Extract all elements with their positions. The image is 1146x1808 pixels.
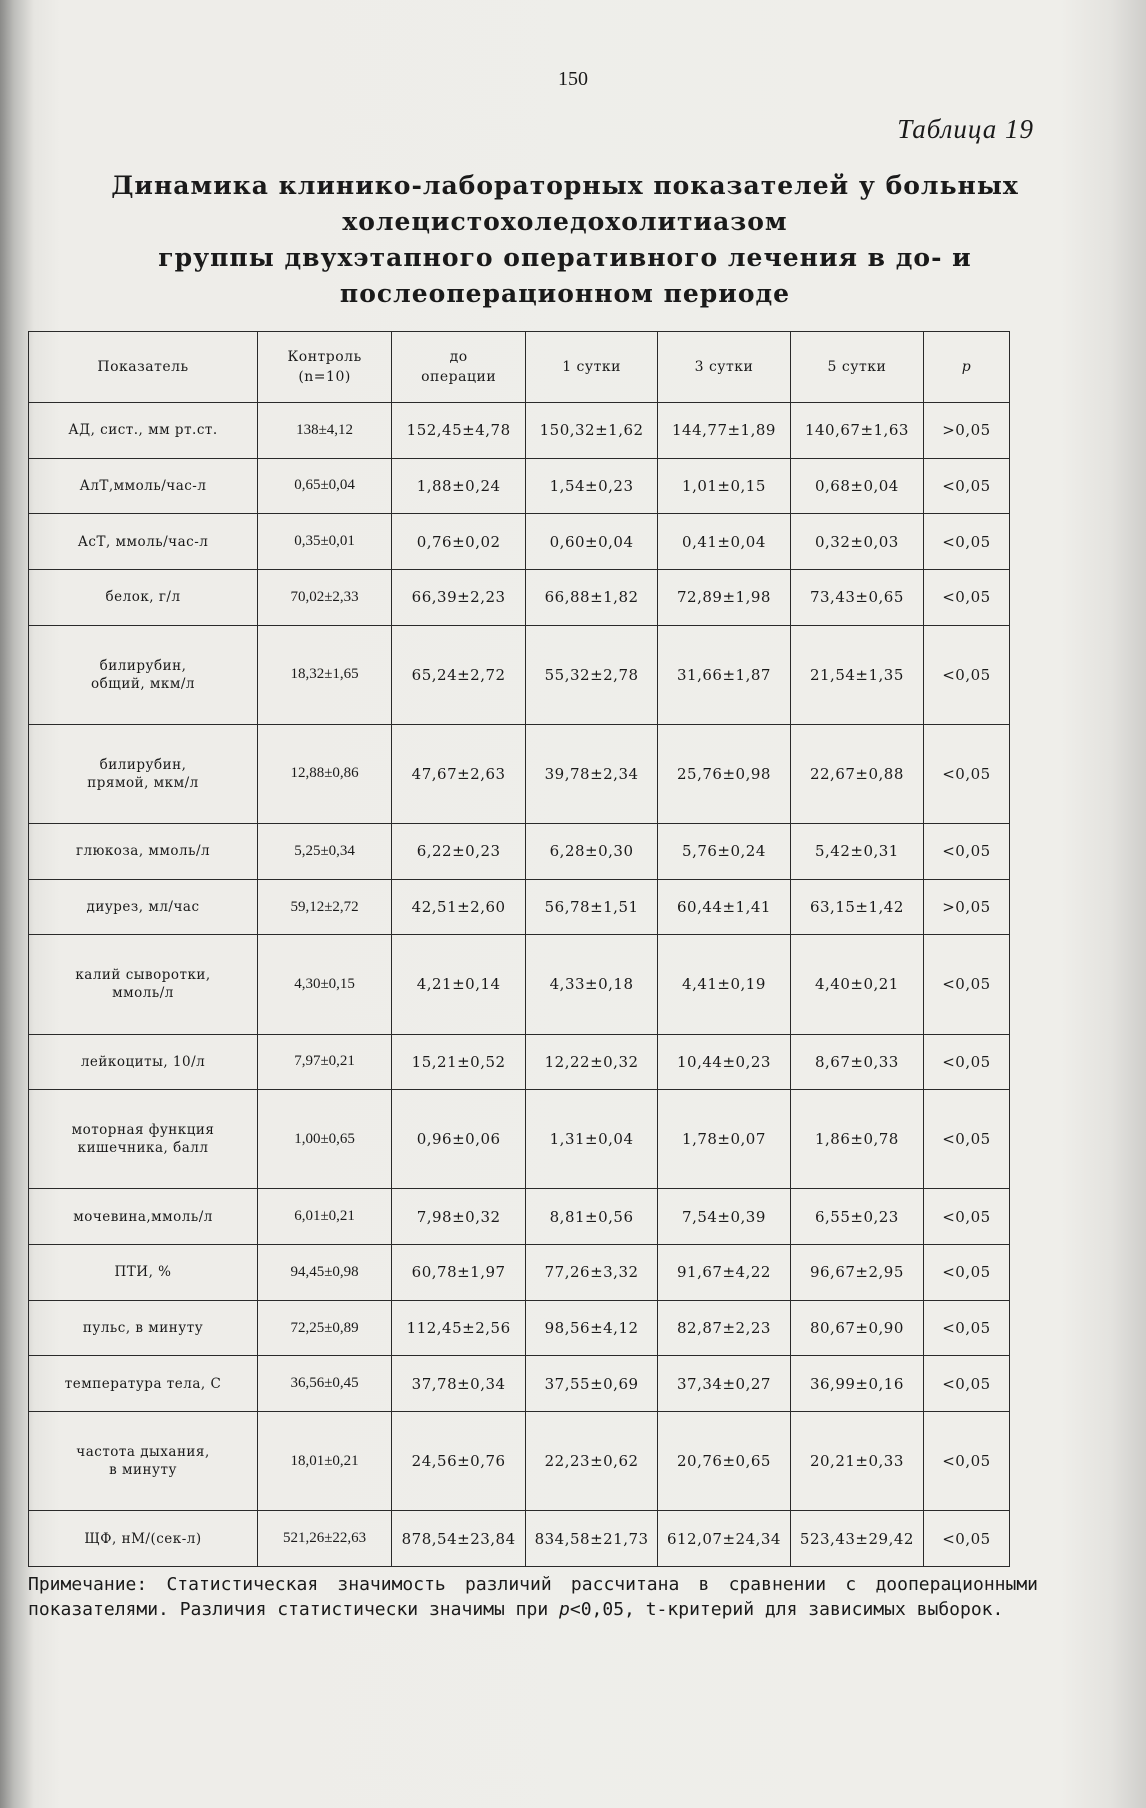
- cell-control: 12,88±0,86: [258, 724, 392, 823]
- indicator-line: АсТ, ммоль/час-л: [77, 533, 209, 550]
- cell-control: 59,12±2,72: [258, 879, 392, 935]
- cell-day1: 66,88±1,82: [526, 569, 658, 625]
- cell-day3: 37,34±0,27: [658, 1356, 791, 1412]
- table-row: [29, 1356, 1010, 1412]
- cell-before: 24,56±0,76: [392, 1412, 526, 1511]
- cell-control: 4,30±0,15: [258, 935, 392, 1034]
- cell-control: 7,97±0,21: [258, 1034, 392, 1090]
- indicator-line: температура тела, С: [64, 1375, 222, 1392]
- cell-day3: 4,41±0,19: [658, 935, 791, 1034]
- data-table: [28, 331, 1010, 1567]
- cell-day5: 1,86±0,78: [790, 1090, 923, 1189]
- indicator-line: глюкоза, ммоль/л: [75, 843, 211, 860]
- cell-indicator: [29, 625, 258, 724]
- cell-before: 0,96±0,06: [392, 1090, 526, 1189]
- cell-day1: 1,54±0,23: [526, 458, 658, 514]
- cell-day1: 6,28±0,30: [526, 824, 658, 880]
- indicator-line: лейкоциты, 10/л: [80, 1053, 206, 1070]
- cell-day1: 12,22±0,32: [526, 1034, 658, 1090]
- cell-before: 152,45±4,78: [392, 403, 526, 459]
- indicator-line: прямой, мкм/л: [87, 774, 199, 791]
- table-row: [29, 935, 1010, 1034]
- indicator-line: белок, г/л: [105, 589, 181, 606]
- cell-control: 5,25±0,34: [258, 824, 392, 880]
- cell-p: <0,05: [923, 1300, 1009, 1356]
- cell-indicator: [29, 1090, 258, 1189]
- table-row: [29, 1090, 1010, 1189]
- cell-p: <0,05: [923, 625, 1009, 724]
- header-before-line: операции: [421, 369, 497, 385]
- indicator-line: ммоль/л: [112, 985, 174, 1002]
- table-header-row: [29, 332, 1010, 403]
- cell-p: <0,05: [923, 1090, 1009, 1189]
- cell-day5: 0,32±0,03: [790, 514, 923, 570]
- cell-indicator: [29, 879, 258, 935]
- cell-day1: 150,32±1,62: [526, 403, 658, 459]
- cell-before: 6,22±0,23: [392, 824, 526, 880]
- cell-before: 37,78±0,34: [392, 1356, 526, 1412]
- cell-day1: 834,58±21,73: [526, 1511, 658, 1567]
- cell-day5: 21,54±1,35: [790, 625, 923, 724]
- cell-day3: 20,76±0,65: [658, 1412, 791, 1511]
- indicator-line: кишечника, балл: [77, 1140, 209, 1157]
- cell-day3: 10,44±0,23: [658, 1034, 791, 1090]
- cell-indicator: [29, 1412, 258, 1511]
- cell-control: 138±4,12: [258, 403, 392, 459]
- header-day3: 3 сутки: [658, 332, 791, 403]
- cell-before: 66,39±2,23: [392, 569, 526, 625]
- cell-day3: 82,87±2,23: [658, 1300, 791, 1356]
- header-p: p: [923, 332, 1009, 403]
- cell-before: 15,21±0,52: [392, 1034, 526, 1090]
- cell-day3: 7,54±0,39: [658, 1189, 791, 1245]
- cell-before: 1,88±0,24: [392, 458, 526, 514]
- cell-p: <0,05: [923, 514, 1009, 570]
- header-before-surgery: [392, 332, 526, 403]
- cell-day3: 31,66±1,87: [658, 625, 791, 724]
- cell-indicator: [29, 403, 258, 459]
- indicator-line: общий, мкм/л: [91, 675, 195, 692]
- cell-day3: 612,07±24,34: [658, 1511, 791, 1567]
- title-line: холецистохоледохолитиазом: [342, 207, 788, 236]
- table-row: [29, 1189, 1010, 1245]
- cell-day1: 22,23±0,62: [526, 1412, 658, 1511]
- table-body: [29, 403, 1010, 1567]
- cell-p: <0,05: [923, 458, 1009, 514]
- indicator-line: АД, сист., мм рт.ст.: [68, 422, 218, 439]
- cell-control: 0,35±0,01: [258, 514, 392, 570]
- table-row: [29, 514, 1010, 570]
- cell-day5: 4,40±0,21: [790, 935, 923, 1034]
- cell-before: 7,98±0,32: [392, 1189, 526, 1245]
- cell-control: 70,02±2,33: [258, 569, 392, 625]
- header-control-line: (n=10): [298, 369, 351, 385]
- table-row: [29, 879, 1010, 935]
- table-row: [29, 458, 1010, 514]
- cell-day5: 6,55±0,23: [790, 1189, 923, 1245]
- table-note: [28, 1572, 1038, 1622]
- header-day1: 1 сутки: [526, 332, 658, 403]
- cell-control: 521,26±22,63: [258, 1511, 392, 1567]
- cell-day5: 140,67±1,63: [790, 403, 923, 459]
- indicator-line: ПТИ, %: [114, 1264, 172, 1281]
- cell-before: 878,54±23,84: [392, 1511, 526, 1567]
- cell-day5: 0,68±0,04: [790, 458, 923, 514]
- cell-day3: 60,44±1,41: [658, 879, 791, 935]
- cell-before: 60,78±1,97: [392, 1245, 526, 1301]
- cell-day1: 55,32±2,78: [526, 625, 658, 724]
- cell-day3: 91,67±4,22: [658, 1245, 791, 1301]
- indicator-line: билирубин,: [99, 657, 187, 674]
- cell-p: <0,05: [923, 1245, 1009, 1301]
- cell-indicator: [29, 724, 258, 823]
- cell-day5: 20,21±0,33: [790, 1412, 923, 1511]
- header-before-line: до: [449, 349, 468, 365]
- indicator-line: билирубин,: [99, 756, 187, 773]
- table-title: [60, 168, 1070, 312]
- cell-p: <0,05: [923, 1412, 1009, 1511]
- cell-before: 65,24±2,72: [392, 625, 526, 724]
- header-control-line: Контроль: [287, 349, 362, 365]
- title-line: Динамика клинико-лабораторных показателей у больных: [111, 171, 1019, 200]
- cell-indicator: [29, 1511, 258, 1567]
- cell-day3: 1,01±0,15: [658, 458, 791, 514]
- table-label: Таблица 19: [897, 114, 1034, 144]
- cell-p: <0,05: [923, 935, 1009, 1034]
- cell-p: >0,05: [923, 403, 1009, 459]
- table-row: [29, 569, 1010, 625]
- page-number: 150: [558, 68, 588, 90]
- cell-day5: 96,67±2,95: [790, 1245, 923, 1301]
- cell-indicator: [29, 514, 258, 570]
- indicator-line: диурез, мл/час: [86, 899, 200, 916]
- cell-p: <0,05: [923, 1511, 1009, 1567]
- indicator-line: калий сыворотки,: [75, 967, 211, 984]
- cell-control: 1,00±0,65: [258, 1090, 392, 1189]
- table-row: [29, 1511, 1010, 1567]
- cell-day1: 56,78±1,51: [526, 879, 658, 935]
- cell-day5: 63,15±1,42: [790, 879, 923, 935]
- indicator-line: в минуту: [109, 1462, 177, 1479]
- cell-day3: 25,76±0,98: [658, 724, 791, 823]
- cell-indicator: [29, 824, 258, 880]
- cell-day1: 39,78±2,34: [526, 724, 658, 823]
- cell-control: 36,56±0,45: [258, 1356, 392, 1412]
- indicator-line: моторная функция: [71, 1122, 215, 1139]
- cell-control: 18,32±1,65: [258, 625, 392, 724]
- cell-indicator: [29, 458, 258, 514]
- cell-day1: 77,26±3,32: [526, 1245, 658, 1301]
- cell-day1: 4,33±0,18: [526, 935, 658, 1034]
- cell-control: 6,01±0,21: [258, 1189, 392, 1245]
- cell-day5: 8,67±0,33: [790, 1034, 923, 1090]
- cell-before: 4,21±0,14: [392, 935, 526, 1034]
- cell-day1: 0,60±0,04: [526, 514, 658, 570]
- header-day5: 5 сутки: [790, 332, 923, 403]
- cell-day5: 80,67±0,90: [790, 1300, 923, 1356]
- cell-indicator: [29, 1245, 258, 1301]
- indicator-line: пульс, в минуту: [82, 1320, 204, 1337]
- cell-control: 18,01±0,21: [258, 1412, 392, 1511]
- cell-p: >0,05: [923, 879, 1009, 935]
- cell-before: 42,51±2,60: [392, 879, 526, 935]
- cell-p: <0,05: [923, 724, 1009, 823]
- note-p-symbol: p: [559, 1599, 570, 1620]
- cell-day1: 37,55±0,69: [526, 1356, 658, 1412]
- cell-day3: 0,41±0,04: [658, 514, 791, 570]
- table-row: [29, 1300, 1010, 1356]
- cell-before: 0,76±0,02: [392, 514, 526, 570]
- title-line: послеоперационном периоде: [339, 279, 791, 308]
- header-control: [258, 332, 392, 403]
- cell-day5: 523,43±29,42: [790, 1511, 923, 1567]
- cell-day5: 73,43±0,65: [790, 569, 923, 625]
- table-row: [29, 1034, 1010, 1090]
- cell-before: 112,45±2,56: [392, 1300, 526, 1356]
- cell-indicator: [29, 1189, 258, 1245]
- cell-p: <0,05: [923, 824, 1009, 880]
- title-line: группы двухэтапного оперативного лечения в до- и: [158, 243, 972, 272]
- cell-indicator: [29, 1356, 258, 1412]
- header-indicator: Показатель: [29, 332, 258, 403]
- note-text: Примечание: Статистическая значимость различий рассчитана в сравнении с дооперационными показателями. Различия статистически значимы при: [28, 1574, 1038, 1620]
- cell-day1: 8,81±0,56: [526, 1189, 658, 1245]
- cell-day1: 1,31±0,04: [526, 1090, 658, 1189]
- cell-day3: 144,77±1,89: [658, 403, 791, 459]
- cell-indicator: [29, 569, 258, 625]
- cell-control: 0,65±0,04: [258, 458, 392, 514]
- cell-control: 94,45±0,98: [258, 1245, 392, 1301]
- cell-day3: 5,76±0,24: [658, 824, 791, 880]
- indicator-line: АлТ,ммоль/час-л: [79, 477, 207, 494]
- cell-day5: 5,42±0,31: [790, 824, 923, 880]
- cell-day5: 22,67±0,88: [790, 724, 923, 823]
- table-row: [29, 625, 1010, 724]
- table-row: [29, 1245, 1010, 1301]
- table-row: [29, 403, 1010, 459]
- cell-indicator: [29, 935, 258, 1034]
- cell-p: <0,05: [923, 1356, 1009, 1412]
- table-row: [29, 724, 1010, 823]
- table-row: [29, 1412, 1010, 1511]
- cell-control: 72,25±0,89: [258, 1300, 392, 1356]
- indicator-line: мочевина,ммоль/л: [73, 1208, 213, 1225]
- cell-day3: 1,78±0,07: [658, 1090, 791, 1189]
- cell-before: 47,67±2,63: [392, 724, 526, 823]
- cell-day1: 98,56±4,12: [526, 1300, 658, 1356]
- cell-day5: 36,99±0,16: [790, 1356, 923, 1412]
- note-text-end: <0,05, t-критерий для зависимых выборок.: [569, 1599, 1004, 1620]
- cell-indicator: [29, 1034, 258, 1090]
- cell-p: <0,05: [923, 1189, 1009, 1245]
- indicator-line: ЩФ, нМ/(сек-л): [84, 1530, 202, 1547]
- table-row: [29, 824, 1010, 880]
- cell-indicator: [29, 1300, 258, 1356]
- indicator-line: частота дыхания,: [76, 1444, 210, 1461]
- cell-p: <0,05: [923, 569, 1009, 625]
- cell-day3: 72,89±1,98: [658, 569, 791, 625]
- cell-p: <0,05: [923, 1034, 1009, 1090]
